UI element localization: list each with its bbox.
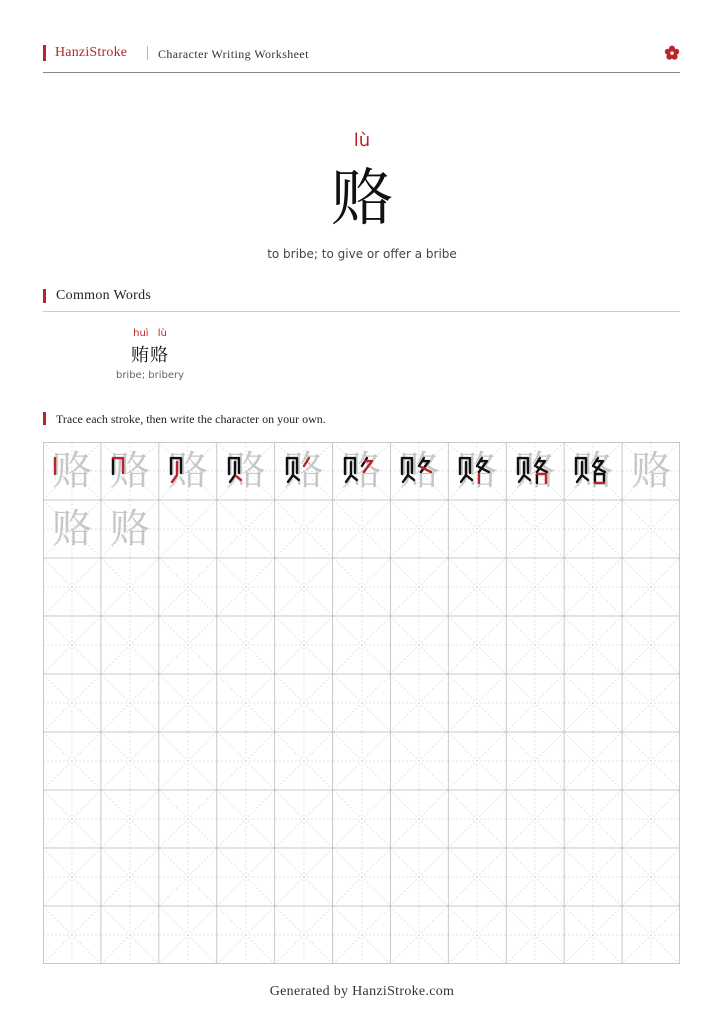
trace-character: 赂 [52, 448, 92, 494]
main-character: 赂 [330, 161, 393, 234]
trace-character: 赂 [109, 506, 150, 552]
header-rule [43, 72, 680, 73]
brand-name[interactable]: HanziStroke [55, 45, 128, 60]
header [43, 44, 680, 64]
header-separator [147, 46, 148, 60]
trace-character: 赂 [341, 448, 382, 494]
header-subtitle: Character Writing Worksheet [158, 47, 309, 61]
grid-frame [43, 442, 680, 964]
trace-character: 赂 [573, 448, 614, 494]
plum-blossom-icon [664, 45, 680, 61]
common-word-item [100, 328, 200, 381]
word-pinyin: huì lù [133, 328, 167, 339]
brand-accent-bar [43, 45, 46, 61]
word-meaning: bribe; bribery [115, 370, 185, 381]
common-words-title: Common Words [56, 288, 152, 303]
trace-character: 赂 [283, 448, 324, 494]
trace-character: 赂 [631, 448, 672, 494]
trace-character: 赂 [457, 448, 498, 494]
trace-character: 赂 [52, 506, 92, 552]
trace-character: 赂 [515, 448, 556, 494]
instruction-accent-bar [43, 412, 46, 425]
word-hanzi: 贿赂 [131, 345, 169, 366]
character-meaning: to bribe; to give or offer a bribe [267, 247, 457, 261]
footer-credit: Generated by HanziStroke.com [269, 984, 455, 999]
section-accent-bar [43, 289, 46, 303]
character-pinyin: lù [353, 130, 371, 151]
trace-character: 赂 [225, 448, 266, 494]
section-rule [43, 311, 680, 312]
practice-instruction: Trace each stroke, then write the character on your own. [56, 412, 326, 426]
practice-grid[interactable] [43, 442, 680, 964]
trace-character: 赂 [109, 448, 150, 494]
trace-character: 赂 [167, 448, 208, 494]
trace-character: 赂 [399, 448, 440, 494]
